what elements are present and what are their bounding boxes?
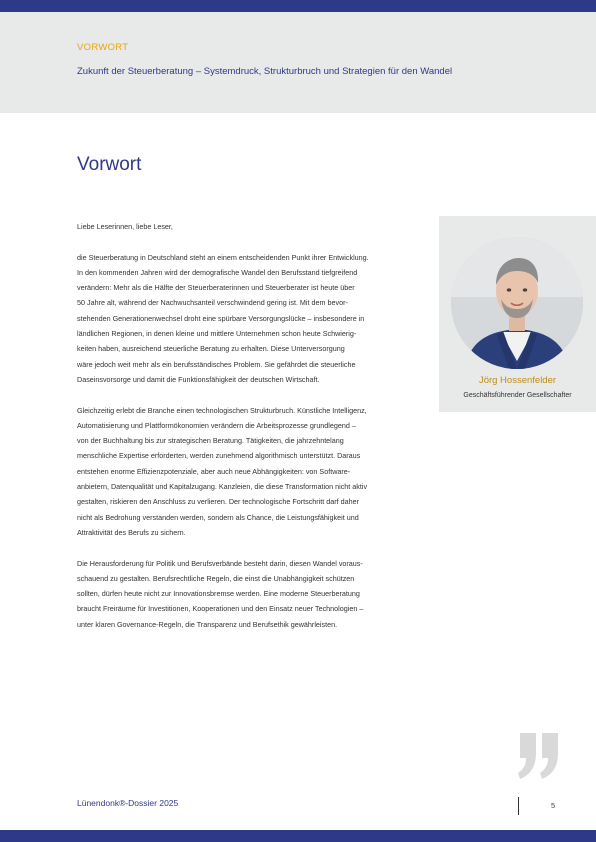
top-bar: [0, 0, 596, 12]
section-kicker: VORWORT: [77, 42, 129, 53]
text-line: gestalten, riskieren den Anschluss zu verlieren. Der technologische Fortschritt darf daher: [77, 497, 360, 507]
text-line: wäre jedoch weit mehr als ein berufsständisches Problem. Sie gefährdet die steuerliche: [77, 359, 356, 369]
paragraph-3: [77, 556, 428, 632]
text-line: Daseinsvorsorge und damit die Funktionsfähigkeit der deutschen Wirtschaft.: [77, 374, 320, 384]
text-line: Gleichzeitig erlebt die Branche einen technologischen Strukturbruch. Künstliche Intelligenz,: [77, 405, 367, 415]
paragraph-1: [77, 250, 428, 388]
footer-publication: Lünendonk®-Dossier 2025: [77, 798, 179, 808]
text-line: von der Buchhaltung bis zur strategischen Beratung. Tätigkeiten, die jahrzehntelang: [77, 436, 344, 446]
text-line: anbietern, Datenqualität und Kapitalzugang. Kanzleien, die diese Transformation nicht aktiv: [77, 482, 368, 492]
text-line: In den kommenden Jahren wird der demografische Wandel den Berufsstand tiefgreifend: [77, 267, 358, 277]
author-role: Geschäftsführender Gesellschafter: [463, 392, 572, 399]
text-line: ländlichen Regionen, in denen kleine und mittlere Unternehmen schon heute Schwierig-: [77, 329, 357, 339]
author-portrait: [451, 237, 583, 369]
text-line: Automatisierung und Plattformökonomien verändern die Arbeitsprozesse grundlegend –: [77, 420, 356, 430]
page-number: 5: [551, 801, 556, 810]
text-line: braucht Freiräume für Investitionen, Kooperationen und den Einsatz neuer Technologien –: [77, 604, 364, 614]
text-line: verändern: Mehr als die Hälfte der Steuerberaterinnen und Steuerberater ist heute über: [77, 283, 355, 293]
text-line: Attraktivität des Berufs zu sichern.: [77, 527, 186, 537]
text-line: sollten, dürfen heute nicht zur Innovationsbremse werden. Eine moderne Steuerberatung: [77, 589, 360, 599]
paragraph-2: [77, 403, 428, 541]
text-line: 50 Jahre alt, während der Nachwuchsanteil verschwindend gering ist. Mit dem bevor-: [77, 298, 348, 308]
bottom-bar: [0, 830, 596, 842]
text-line: die Steuerberatung in Deutschland steht an einem entscheidenden Punkt ihrer Entwicklung.: [77, 252, 369, 262]
text-line: nicht als Bedrohung verstanden werden, sondern als Chance, die Leistungsfähigkeit und: [77, 512, 359, 522]
text-line: stehenden Generationenwechsel droht eine spürbare Versorgungslücke – insbesondere in: [77, 313, 365, 323]
text-line: unter klaren Governance-Regeln, die Transparenz und Berufsethik gewährleisten.: [77, 619, 338, 629]
text-line: schauend zu gestalten. Berufsrechtliche Regeln, die einst die Unabhängigkeit schützen: [77, 573, 355, 583]
greeting: Liebe Leserinnen, liebe Leser,: [77, 222, 173, 231]
portrait-photo-icon: [451, 237, 583, 369]
footer-divider: [518, 797, 519, 815]
author-name: Jörg Hossenfelder: [478, 375, 557, 386]
body-text: [77, 219, 428, 647]
quotation-mark-icon: [517, 733, 561, 779]
text-line: Die Herausforderung für Politik und Berufsverbände besteht darin, diesen Wandel voraus-: [77, 558, 363, 568]
document-subtitle: Zukunft der Steuerberatung – Systemdruck, Strukturbruch und Strategien für den Wandel: [77, 66, 453, 77]
page-title: Vorwort: [77, 154, 142, 175]
header-band: [0, 12, 596, 113]
text-line: entstehen enorme Effizienzpotenziale, aber auch neue Abhängigkeiten: von Software-: [77, 466, 351, 476]
text-line: keiten haben, ausreichend steuerliche Beratung zu erhalten. Diese Unterversorgung: [77, 344, 345, 354]
text-line: menschliche Expertise erforderten, werden zunehmend algorithmisch unterstützt. Daraus: [77, 451, 361, 461]
